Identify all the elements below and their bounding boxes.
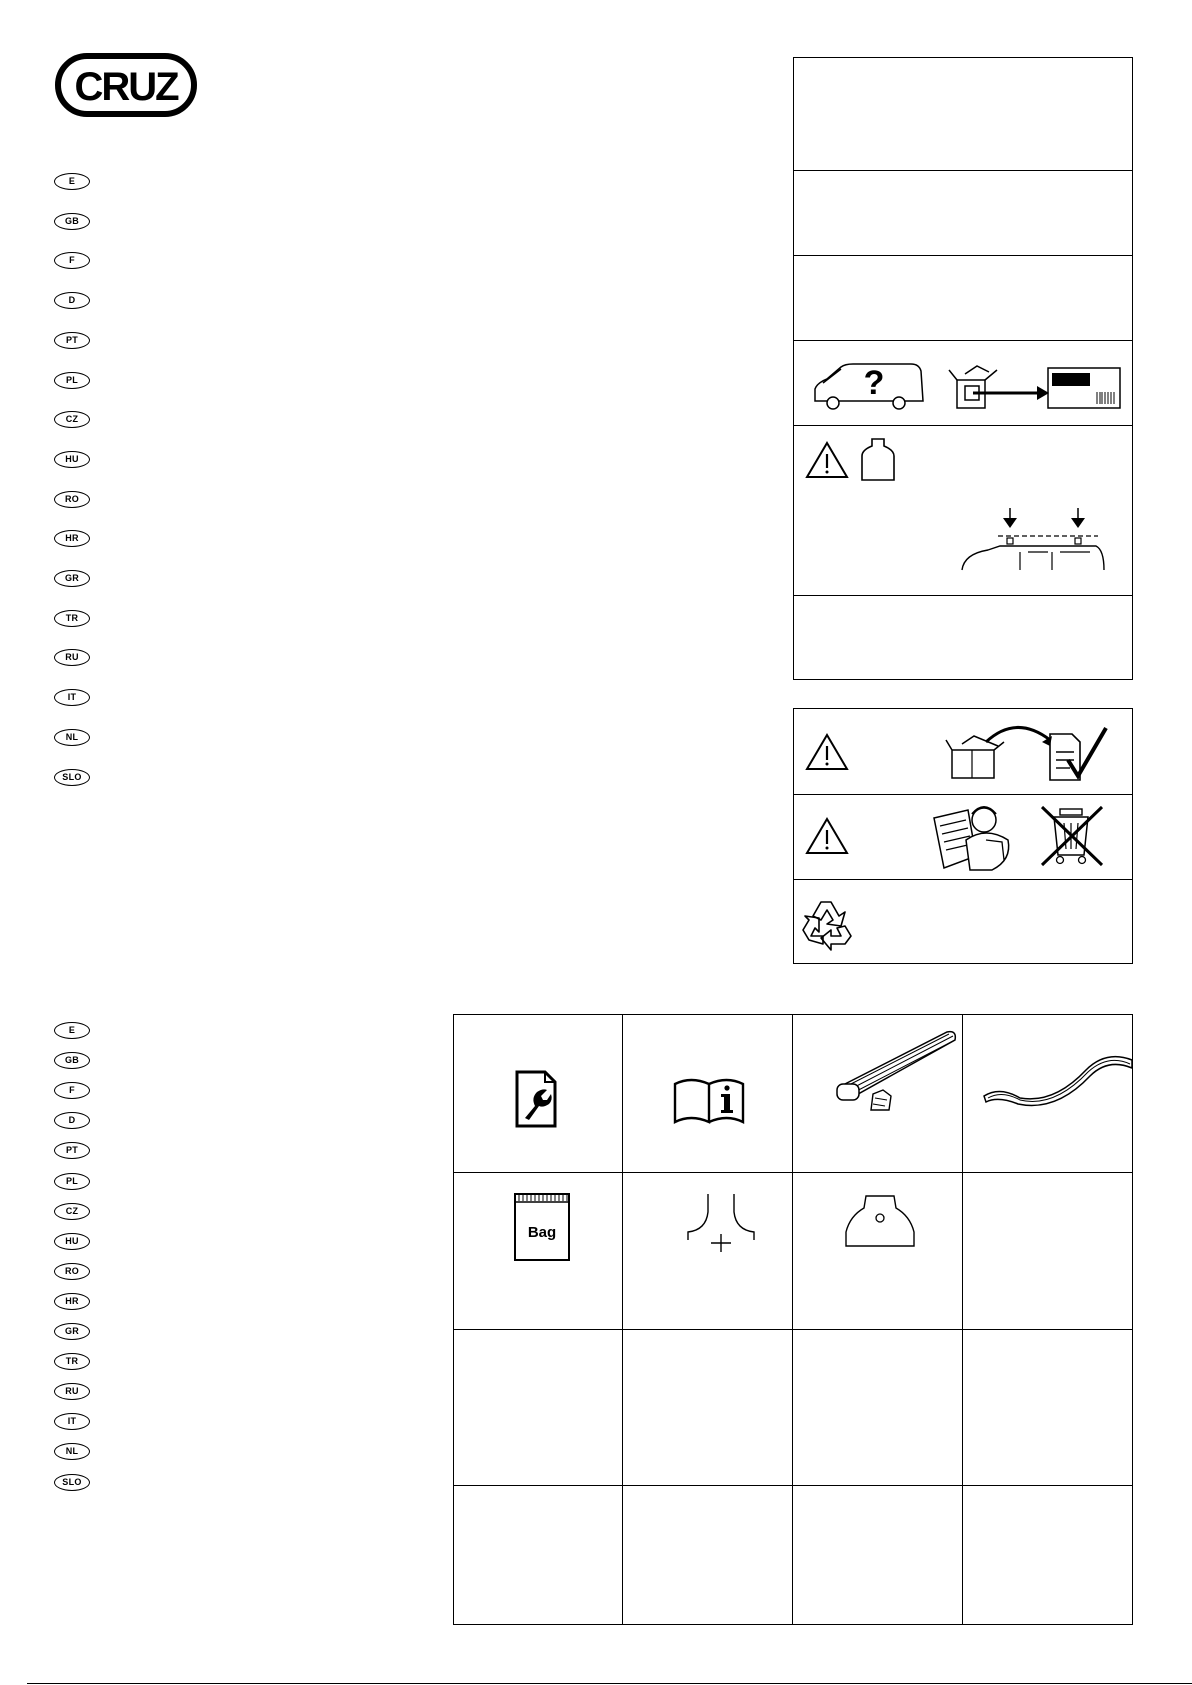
wrench-document-icon [513,1070,559,1133]
language-badge: PT [54,1142,90,1159]
language-badge: GR [54,1323,90,1340]
box-arrow-label-icon [945,362,1125,417]
divider [453,1485,1133,1486]
language-badge: SLO [54,1474,90,1491]
warning-icon [805,732,849,777]
language-badge: RU [54,1383,90,1400]
language-badge: NL [54,729,90,746]
language-badge: TR [54,1353,90,1370]
box-checklist-icon [946,720,1116,787]
van-question-icon [811,361,926,416]
recycle-icon [801,896,855,953]
warning-icon [805,816,849,861]
language-badge: F [54,252,90,269]
language-badge: PT [54,332,90,349]
divider [793,879,1133,880]
rubber-strip-icon [982,1042,1134,1117]
language-badge: TR [54,610,90,627]
language-badge: HU [54,1233,90,1250]
language-badge: GR [54,570,90,587]
pad-with-hole-icon [844,1194,916,1253]
crossed-bin-icon [1040,805,1104,872]
language-badge: HU [54,451,90,468]
roof-bar-icon [835,1024,960,1119]
language-badge: PL [54,1173,90,1190]
divider [793,255,1133,256]
language-badge: HR [54,530,90,547]
language-badge: GB [54,213,90,230]
language-badge: D [54,292,90,309]
foot-cross-icon [686,1192,756,1259]
language-badge: HR [54,1293,90,1310]
language-badge: E [54,1022,90,1039]
info-book-icon [673,1076,745,1129]
language-badge: CZ [54,411,90,428]
language-badge: NL [54,1443,90,1460]
language-badge: CZ [54,1203,90,1220]
bag-icon [513,1192,571,1267]
language-badge: E [54,173,90,190]
divider [793,794,1133,795]
divider [793,340,1133,341]
cruz-logo-text: CRUZ [74,65,178,109]
language-badge: PL [54,372,90,389]
divider [622,1014,623,1625]
language-badge: RO [54,1263,90,1280]
car-roof-load-points-icon [960,506,1116,577]
divider [793,425,1133,426]
divider [793,170,1133,171]
page-bottom-rule [27,1683,1192,1684]
divider [453,1172,1133,1173]
language-badge: RU [54,649,90,666]
language-badge: RO [54,491,90,508]
divider [453,1329,1133,1330]
divider [793,595,1133,596]
language-badge: IT [54,1413,90,1430]
divider [792,1014,793,1625]
weight-icon [860,436,896,487]
language-badge: F [54,1082,90,1099]
manual-worker-icon [930,800,1012,879]
divider [962,1014,963,1625]
bag-label: Bag [527,1224,557,1241]
language-badge: GB [54,1052,90,1069]
language-badge: IT [54,689,90,706]
language-badge: SLO [54,769,90,786]
svg-text:?: ? [863,364,885,402]
language-badge: D [54,1112,90,1129]
warning-icon [805,440,849,485]
cruz-logo [55,53,197,117]
